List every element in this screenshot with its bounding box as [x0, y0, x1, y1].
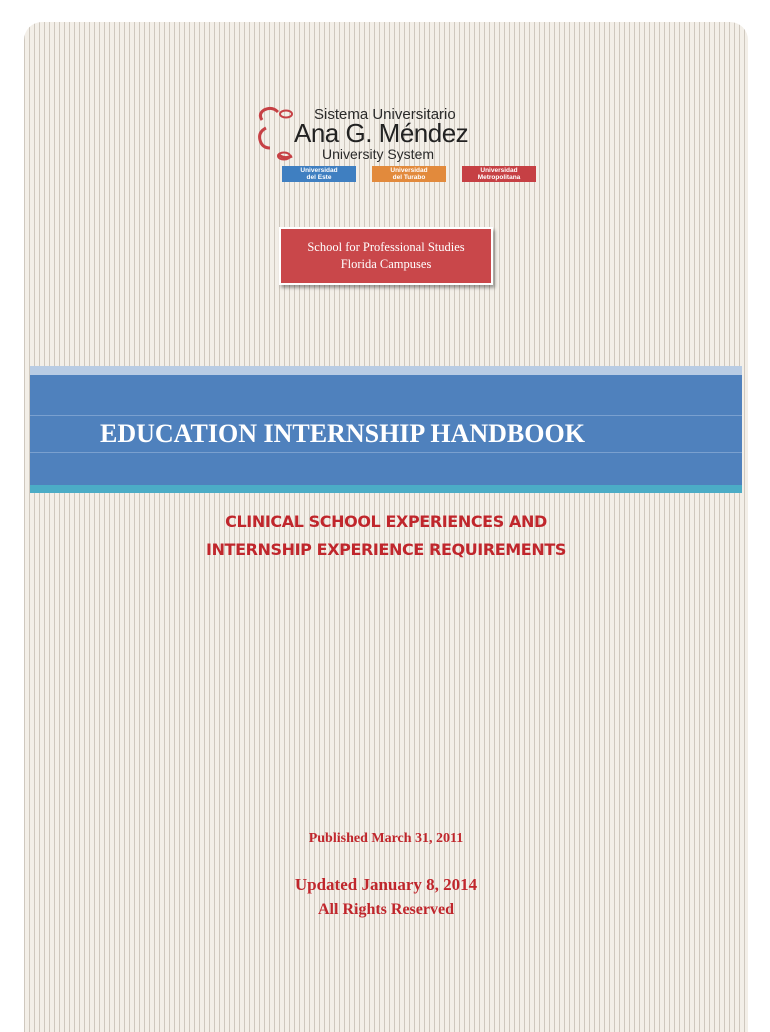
logo-line-system: University System — [322, 146, 435, 162]
school-box — [279, 227, 493, 285]
banner-top-stripe — [30, 366, 742, 375]
title-banner — [30, 375, 742, 485]
badge-metropolitana: Universidad Metropolitana — [462, 166, 536, 182]
subtitle-line2: INTERNSHIP EXPERIENCE REQUIREMENTS — [206, 540, 566, 559]
campus-badges — [282, 166, 536, 182]
updated-date: Updated January 8, 2014 — [294, 875, 478, 894]
update-block — [24, 872, 748, 922]
published-date: Published March 31, 2011 — [308, 831, 464, 846]
document-cover — [24, 22, 748, 1032]
badge-del-este: Universidad del Este — [282, 166, 356, 182]
university-logo — [256, 104, 521, 204]
banner-bottom-stripe — [30, 485, 742, 493]
subtitle-line1: CLINICAL SCHOOL EXPERIENCES AND — [225, 512, 547, 531]
banner-rule — [30, 415, 742, 416]
logo-line-name: Ana G. Méndez — [294, 118, 469, 148]
banner-rule — [30, 452, 742, 453]
school-name: School for Professional Studies — [307, 240, 465, 254]
document-subtitle — [24, 508, 748, 564]
rights-notice: All Rights Reserved — [318, 901, 454, 918]
badge-del-turabo: Universidad del Turabo — [372, 166, 446, 182]
campus-name: Florida Campuses — [340, 257, 432, 271]
logo-line-sistema: Sistema Universitario — [314, 106, 456, 123]
document-title: EDUCATION INTERNSHIP HANDBOOK — [100, 419, 585, 448]
